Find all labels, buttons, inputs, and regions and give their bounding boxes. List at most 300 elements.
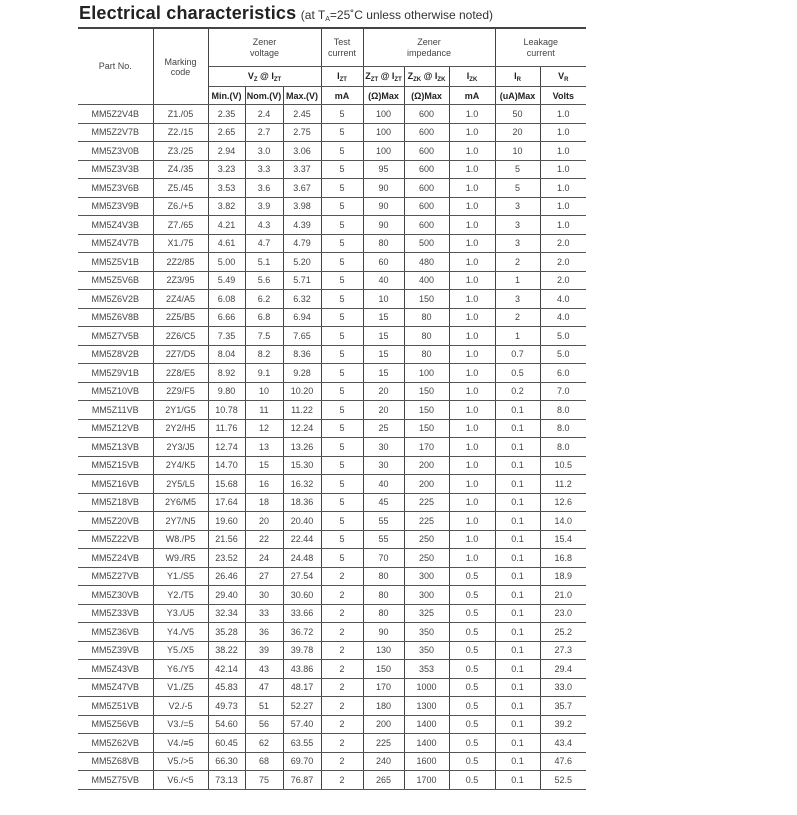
cell-vr: 2.0 bbox=[540, 271, 586, 290]
cell-part-no: MM5Z33VB bbox=[78, 604, 153, 623]
cell-izt: 5 bbox=[321, 327, 363, 346]
cell-vz-min: 2.35 bbox=[208, 105, 245, 124]
cell-zzk: 1400 bbox=[404, 715, 449, 734]
cell-vr: 35.7 bbox=[540, 697, 586, 716]
cell-vz-min: 10.78 bbox=[208, 401, 245, 420]
symbol-text: Z bbox=[365, 70, 371, 81]
table-row bbox=[78, 253, 586, 272]
cell-zzk: 80 bbox=[404, 327, 449, 346]
cell-vz-min: 6.66 bbox=[208, 308, 245, 327]
cell-vz-nom: 39 bbox=[245, 641, 283, 660]
cell-part-no: MM5Z68VB bbox=[78, 752, 153, 771]
cell-vz-min: 9.80 bbox=[208, 382, 245, 401]
cell-marking-code: 2Z3/95 bbox=[153, 271, 208, 290]
cell-vz-nom: 10 bbox=[245, 382, 283, 401]
cell-vz-min: 54.60 bbox=[208, 715, 245, 734]
cell-ir: 0.1 bbox=[495, 530, 540, 549]
cell-marking-code: Y4./V5 bbox=[153, 623, 208, 642]
cell-zzt: 55 bbox=[363, 530, 404, 549]
cell-izt: 5 bbox=[321, 142, 363, 161]
cell-vz-min: 15.68 bbox=[208, 475, 245, 494]
header-unit: Max.(V) bbox=[283, 87, 321, 105]
cell-part-no: MM5Z22VB bbox=[78, 530, 153, 549]
cell-marking-code: Y5./X5 bbox=[153, 641, 208, 660]
cell-zzk: 100 bbox=[404, 364, 449, 383]
title-condition bbox=[301, 8, 493, 22]
cell-vz-nom: 6.2 bbox=[245, 290, 283, 309]
cell-ir: 0.1 bbox=[495, 401, 540, 420]
cell-izk: 1.0 bbox=[449, 253, 495, 272]
cell-izt: 5 bbox=[321, 493, 363, 512]
cell-marking-code: 2Z5/B5 bbox=[153, 308, 208, 327]
cell-izk: 1.0 bbox=[449, 290, 495, 309]
cell-vr: 39.2 bbox=[540, 715, 586, 734]
cell-marking-code: Z6./+5 bbox=[153, 197, 208, 216]
table-row bbox=[78, 752, 586, 771]
cell-marking-code: V5./>5 bbox=[153, 752, 208, 771]
cell-vr: 11.2 bbox=[540, 475, 586, 494]
cell-vz-min: 42.14 bbox=[208, 660, 245, 679]
cell-zzt: 15 bbox=[363, 308, 404, 327]
cell-vz-min: 12.74 bbox=[208, 438, 245, 457]
cell-zzk: 600 bbox=[404, 216, 449, 235]
cell-zzt: 90 bbox=[363, 623, 404, 642]
cell-vz-min: 32.34 bbox=[208, 604, 245, 623]
table-row bbox=[78, 179, 586, 198]
cell-vz-min: 45.83 bbox=[208, 678, 245, 697]
symbol-subscript: ZK bbox=[437, 76, 446, 83]
table-row bbox=[78, 604, 586, 623]
cell-izt: 5 bbox=[321, 160, 363, 179]
cell-zzk: 1300 bbox=[404, 697, 449, 716]
cell-vz-nom: 2.4 bbox=[245, 105, 283, 124]
cell-vz-max: 2.45 bbox=[283, 105, 321, 124]
header-symbol-vr bbox=[540, 67, 586, 87]
cell-part-no: MM5Z3V0B bbox=[78, 142, 153, 161]
cell-izt: 5 bbox=[321, 308, 363, 327]
header-unit: (Ω)Max bbox=[363, 87, 404, 105]
table-row bbox=[78, 105, 586, 124]
cell-part-no: MM5Z7V5B bbox=[78, 327, 153, 346]
cell-vr: 15.4 bbox=[540, 530, 586, 549]
cell-vr: 2.0 bbox=[540, 253, 586, 272]
cell-vz-max: 8.36 bbox=[283, 345, 321, 364]
cell-zzt: 80 bbox=[363, 567, 404, 586]
cell-vz-max: 36.72 bbox=[283, 623, 321, 642]
cell-zzt: 240 bbox=[363, 752, 404, 771]
cell-part-no: MM5Z15VB bbox=[78, 456, 153, 475]
header-symbol-zzt-izt bbox=[363, 67, 404, 87]
cell-zzk: 150 bbox=[404, 290, 449, 309]
cell-vz-max: 6.32 bbox=[283, 290, 321, 309]
cell-marking-code: 2Y5/L5 bbox=[153, 475, 208, 494]
cell-izt: 2 bbox=[321, 604, 363, 623]
header-symbol-zzk-izk bbox=[404, 67, 449, 87]
table-row bbox=[78, 123, 586, 142]
cell-marking-code: 2Z7/D5 bbox=[153, 345, 208, 364]
cell-izk: 1.0 bbox=[449, 160, 495, 179]
cell-zzk: 1000 bbox=[404, 678, 449, 697]
cell-vz-max: 3.06 bbox=[283, 142, 321, 161]
cell-part-no: MM5Z6V2B bbox=[78, 290, 153, 309]
cell-izt: 5 bbox=[321, 401, 363, 420]
header-leakage-current: Leakage current bbox=[495, 28, 586, 67]
cell-ir: 1 bbox=[495, 271, 540, 290]
table-row bbox=[78, 586, 586, 605]
cell-vz-max: 6.94 bbox=[283, 308, 321, 327]
cell-vz-max: 11.22 bbox=[283, 401, 321, 420]
cell-izt: 5 bbox=[321, 475, 363, 494]
table-row bbox=[78, 401, 586, 420]
table-row bbox=[78, 345, 586, 364]
cell-izk: 1.0 bbox=[449, 456, 495, 475]
cell-vz-max: 76.87 bbox=[283, 771, 321, 790]
cell-vz-nom: 27 bbox=[245, 567, 283, 586]
cell-part-no: MM5Z2V7B bbox=[78, 123, 153, 142]
symbol-text: @ I bbox=[421, 70, 438, 81]
cell-part-no: MM5Z2V4B bbox=[78, 105, 153, 124]
cell-izk: 1.0 bbox=[449, 234, 495, 253]
cell-vz-min: 4.61 bbox=[208, 234, 245, 253]
table-row bbox=[78, 438, 586, 457]
cell-izk: 1.0 bbox=[449, 438, 495, 457]
cell-zzt: 265 bbox=[363, 771, 404, 790]
cell-izt: 5 bbox=[321, 345, 363, 364]
cell-ir: 0.1 bbox=[495, 641, 540, 660]
cell-izk: 0.5 bbox=[449, 604, 495, 623]
cell-vz-nom: 3.6 bbox=[245, 179, 283, 198]
table-row bbox=[78, 234, 586, 253]
cell-zzt: 20 bbox=[363, 382, 404, 401]
cell-zzk: 80 bbox=[404, 308, 449, 327]
header-zener-voltage: Zener voltage bbox=[208, 28, 321, 67]
cell-vz-nom: 43 bbox=[245, 660, 283, 679]
cell-izk: 1.0 bbox=[449, 364, 495, 383]
symbol-subscript: ZK bbox=[413, 76, 422, 83]
table-row bbox=[78, 567, 586, 586]
cell-vz-max: 4.39 bbox=[283, 216, 321, 235]
cell-zzt: 30 bbox=[363, 456, 404, 475]
cell-vr: 4.0 bbox=[540, 308, 586, 327]
cell-zzk: 1400 bbox=[404, 734, 449, 753]
cell-vz-max: 39.78 bbox=[283, 641, 321, 660]
cell-zzt: 100 bbox=[363, 123, 404, 142]
table-row bbox=[78, 660, 586, 679]
cell-vz-min: 11.76 bbox=[208, 419, 245, 438]
cell-vz-max: 16.32 bbox=[283, 475, 321, 494]
cell-part-no: MM5Z4V7B bbox=[78, 234, 153, 253]
cell-part-no: MM5Z39VB bbox=[78, 641, 153, 660]
cell-vz-nom: 3.0 bbox=[245, 142, 283, 161]
cell-vz-min: 2.65 bbox=[208, 123, 245, 142]
table-row bbox=[78, 290, 586, 309]
cell-part-no: MM5Z9V1B bbox=[78, 364, 153, 383]
symbol-subscript: ZT bbox=[394, 76, 402, 83]
cell-vz-min: 19.60 bbox=[208, 512, 245, 531]
cell-izt: 5 bbox=[321, 456, 363, 475]
table-row bbox=[78, 530, 586, 549]
cell-marking-code: 2Y7/N5 bbox=[153, 512, 208, 531]
cell-vr: 5.0 bbox=[540, 345, 586, 364]
cell-izk: 1.0 bbox=[449, 530, 495, 549]
cell-vz-max: 7.65 bbox=[283, 327, 321, 346]
cell-izt: 2 bbox=[321, 734, 363, 753]
cell-izt: 2 bbox=[321, 623, 363, 642]
cell-marking-code: Y3./U5 bbox=[153, 604, 208, 623]
cell-zzk: 400 bbox=[404, 271, 449, 290]
symbol-text: V bbox=[558, 70, 565, 81]
cell-vz-nom: 2.7 bbox=[245, 123, 283, 142]
cell-vr: 43.4 bbox=[540, 734, 586, 753]
cell-marking-code: 2Z4/A5 bbox=[153, 290, 208, 309]
cell-vz-max: 69.70 bbox=[283, 752, 321, 771]
cell-part-no: MM5Z62VB bbox=[78, 734, 153, 753]
cell-izk: 1.0 bbox=[449, 197, 495, 216]
header-unit: (uA)Max bbox=[495, 87, 540, 105]
cell-vr: 4.0 bbox=[540, 290, 586, 309]
cell-zzk: 353 bbox=[404, 660, 449, 679]
cell-zzk: 1600 bbox=[404, 752, 449, 771]
cell-vz-max: 2.75 bbox=[283, 123, 321, 142]
cell-part-no: MM5Z3V9B bbox=[78, 197, 153, 216]
cell-zzt: 80 bbox=[363, 604, 404, 623]
cell-izt: 2 bbox=[321, 641, 363, 660]
cell-izt: 5 bbox=[321, 382, 363, 401]
cell-izk: 1.0 bbox=[449, 105, 495, 124]
cell-ir: 0.1 bbox=[495, 567, 540, 586]
cell-izk: 1.0 bbox=[449, 475, 495, 494]
cell-ir: 3 bbox=[495, 197, 540, 216]
cell-zzt: 70 bbox=[363, 549, 404, 568]
cell-zzk: 150 bbox=[404, 401, 449, 420]
cell-part-no: MM5Z47VB bbox=[78, 678, 153, 697]
cell-vz-max: 12.24 bbox=[283, 419, 321, 438]
table-row bbox=[78, 197, 586, 216]
cell-part-no: MM5Z5V1B bbox=[78, 253, 153, 272]
cell-izt: 5 bbox=[321, 216, 363, 235]
cell-zzk: 480 bbox=[404, 253, 449, 272]
cell-izt: 5 bbox=[321, 530, 363, 549]
cell-izk: 1.0 bbox=[449, 345, 495, 364]
table-row bbox=[78, 678, 586, 697]
electrical-characteristics-table bbox=[78, 27, 586, 790]
cell-zzk: 600 bbox=[404, 160, 449, 179]
cell-zzt: 100 bbox=[363, 142, 404, 161]
table-row bbox=[78, 456, 586, 475]
cell-vz-nom: 6.8 bbox=[245, 308, 283, 327]
cell-ir: 0.1 bbox=[495, 752, 540, 771]
cell-part-no: MM5Z6V8B bbox=[78, 308, 153, 327]
cell-marking-code: 2Z6/C5 bbox=[153, 327, 208, 346]
cell-vz-nom: 24 bbox=[245, 549, 283, 568]
cell-zzk: 225 bbox=[404, 512, 449, 531]
cell-izk: 1.0 bbox=[449, 142, 495, 161]
cell-vr: 12.6 bbox=[540, 493, 586, 512]
cell-part-no: MM5Z30VB bbox=[78, 586, 153, 605]
cell-zzk: 600 bbox=[404, 123, 449, 142]
cell-part-no: MM5Z36VB bbox=[78, 623, 153, 642]
cell-zzt: 90 bbox=[363, 216, 404, 235]
cell-ir: 0.1 bbox=[495, 438, 540, 457]
cell-vr: 8.0 bbox=[540, 401, 586, 420]
cell-izt: 2 bbox=[321, 678, 363, 697]
cell-ir: 0.1 bbox=[495, 734, 540, 753]
cell-zzt: 15 bbox=[363, 364, 404, 383]
symbol-subscript: ZT bbox=[273, 76, 282, 83]
cell-ir: 0.1 bbox=[495, 678, 540, 697]
cell-izk: 0.5 bbox=[449, 752, 495, 771]
cell-vz-min: 49.73 bbox=[208, 697, 245, 716]
table-row bbox=[78, 382, 586, 401]
cell-vr: 1.0 bbox=[540, 197, 586, 216]
cell-marking-code: Y1./S5 bbox=[153, 567, 208, 586]
cell-vz-max: 24.48 bbox=[283, 549, 321, 568]
cell-izt: 5 bbox=[321, 271, 363, 290]
cell-vz-min: 73.13 bbox=[208, 771, 245, 790]
cell-vz-min: 7.35 bbox=[208, 327, 245, 346]
cell-part-no: MM5Z20VB bbox=[78, 512, 153, 531]
cell-vz-nom: 18 bbox=[245, 493, 283, 512]
cell-zzk: 350 bbox=[404, 641, 449, 660]
cell-ir: 1 bbox=[495, 327, 540, 346]
cell-vr: 1.0 bbox=[540, 142, 586, 161]
header-test-current: Test current bbox=[321, 28, 363, 67]
header-symbol-izt bbox=[321, 67, 363, 87]
cell-ir: 3 bbox=[495, 216, 540, 235]
cell-vz-max: 4.79 bbox=[283, 234, 321, 253]
cell-zzk: 80 bbox=[404, 345, 449, 364]
cell-zzk: 1700 bbox=[404, 771, 449, 790]
cell-zzt: 90 bbox=[363, 179, 404, 198]
cell-zzt: 80 bbox=[363, 586, 404, 605]
table-row bbox=[78, 160, 586, 179]
cell-izt: 5 bbox=[321, 123, 363, 142]
cell-izk: 1.0 bbox=[449, 271, 495, 290]
cell-zzt: 20 bbox=[363, 401, 404, 420]
cell-vz-max: 9.28 bbox=[283, 364, 321, 383]
cell-ir: 50 bbox=[495, 105, 540, 124]
cell-zzk: 350 bbox=[404, 623, 449, 642]
cell-part-no: MM5Z5V6B bbox=[78, 271, 153, 290]
cell-part-no: MM5Z51VB bbox=[78, 697, 153, 716]
cell-zzk: 325 bbox=[404, 604, 449, 623]
cell-vr: 1.0 bbox=[540, 123, 586, 142]
cell-vz-min: 38.22 bbox=[208, 641, 245, 660]
table-row bbox=[78, 512, 586, 531]
cell-izk: 0.5 bbox=[449, 660, 495, 679]
cell-vz-min: 3.53 bbox=[208, 179, 245, 198]
cell-marking-code: Z7./65 bbox=[153, 216, 208, 235]
cell-vz-nom: 75 bbox=[245, 771, 283, 790]
cell-ir: 0.1 bbox=[495, 771, 540, 790]
cell-vz-min: 4.21 bbox=[208, 216, 245, 235]
cell-vz-nom: 20 bbox=[245, 512, 283, 531]
cell-vz-min: 17.64 bbox=[208, 493, 245, 512]
cell-part-no: MM5Z4V3B bbox=[78, 216, 153, 235]
cell-ir: 0.1 bbox=[495, 715, 540, 734]
cell-part-no: MM5Z43VB bbox=[78, 660, 153, 679]
cell-vr: 25.2 bbox=[540, 623, 586, 642]
cell-vr: 6.0 bbox=[540, 364, 586, 383]
cell-vz-min: 23.52 bbox=[208, 549, 245, 568]
cell-zzt: 180 bbox=[363, 697, 404, 716]
cell-vr: 10.5 bbox=[540, 456, 586, 475]
cell-vz-nom: 9.1 bbox=[245, 364, 283, 383]
cell-vz-max: 57.40 bbox=[283, 715, 321, 734]
cell-vz-nom: 5.1 bbox=[245, 253, 283, 272]
symbol-subscript: ZT bbox=[339, 76, 347, 83]
cell-vz-max: 22.44 bbox=[283, 530, 321, 549]
cell-ir: 0.2 bbox=[495, 382, 540, 401]
cell-marking-code: 2Y4/K5 bbox=[153, 456, 208, 475]
symbol-text: I bbox=[466, 70, 470, 81]
cell-zzk: 150 bbox=[404, 382, 449, 401]
cell-zzk: 600 bbox=[404, 142, 449, 161]
cell-vz-nom: 11 bbox=[245, 401, 283, 420]
symbol-subscript: R bbox=[516, 76, 521, 83]
cell-vz-nom: 12 bbox=[245, 419, 283, 438]
cell-izt: 2 bbox=[321, 752, 363, 771]
symbol-text: @ I bbox=[378, 70, 395, 81]
cell-vr: 8.0 bbox=[540, 419, 586, 438]
cell-part-no: MM5Z13VB bbox=[78, 438, 153, 457]
cell-izt: 5 bbox=[321, 438, 363, 457]
cell-vr: 47.6 bbox=[540, 752, 586, 771]
cell-vr: 5.0 bbox=[540, 327, 586, 346]
cell-marking-code: V4./≡5 bbox=[153, 734, 208, 753]
cell-ir: 0.1 bbox=[495, 456, 540, 475]
cell-ir: 2 bbox=[495, 253, 540, 272]
cell-izk: 1.0 bbox=[449, 549, 495, 568]
cell-izt: 2 bbox=[321, 771, 363, 790]
cell-ir: 0.1 bbox=[495, 475, 540, 494]
cell-vz-nom: 22 bbox=[245, 530, 283, 549]
header-unit: Min.(V) bbox=[208, 87, 245, 105]
cell-part-no: MM5Z75VB bbox=[78, 771, 153, 790]
cell-vz-min: 14.70 bbox=[208, 456, 245, 475]
cell-vz-nom: 4.7 bbox=[245, 234, 283, 253]
cell-ir: 0.1 bbox=[495, 586, 540, 605]
table-row bbox=[78, 715, 586, 734]
cell-vz-min: 5.00 bbox=[208, 253, 245, 272]
cell-vz-max: 30.60 bbox=[283, 586, 321, 605]
table-row bbox=[78, 771, 586, 790]
cell-vz-max: 20.40 bbox=[283, 512, 321, 531]
cell-vz-max: 63.55 bbox=[283, 734, 321, 753]
cell-vr: 21.0 bbox=[540, 586, 586, 605]
cell-vz-nom: 8.2 bbox=[245, 345, 283, 364]
cell-vz-max: 48.17 bbox=[283, 678, 321, 697]
cell-vz-max: 52.27 bbox=[283, 697, 321, 716]
cell-vz-nom: 51 bbox=[245, 697, 283, 716]
cell-zzt: 60 bbox=[363, 253, 404, 272]
cell-marking-code: Z3./25 bbox=[153, 142, 208, 161]
cell-vz-max: 33.66 bbox=[283, 604, 321, 623]
table-row bbox=[78, 327, 586, 346]
cell-vz-min: 35.28 bbox=[208, 623, 245, 642]
cell-vz-nom: 4.3 bbox=[245, 216, 283, 235]
cell-vr: 7.0 bbox=[540, 382, 586, 401]
cell-izk: 0.5 bbox=[449, 567, 495, 586]
cell-vz-max: 3.37 bbox=[283, 160, 321, 179]
cell-ir: 10 bbox=[495, 142, 540, 161]
cell-vz-nom: 68 bbox=[245, 752, 283, 771]
table-row bbox=[78, 623, 586, 642]
cell-vz-nom: 3.3 bbox=[245, 160, 283, 179]
cell-vz-nom: 36 bbox=[245, 623, 283, 642]
cell-izk: 1.0 bbox=[449, 382, 495, 401]
cell-zzk: 500 bbox=[404, 234, 449, 253]
